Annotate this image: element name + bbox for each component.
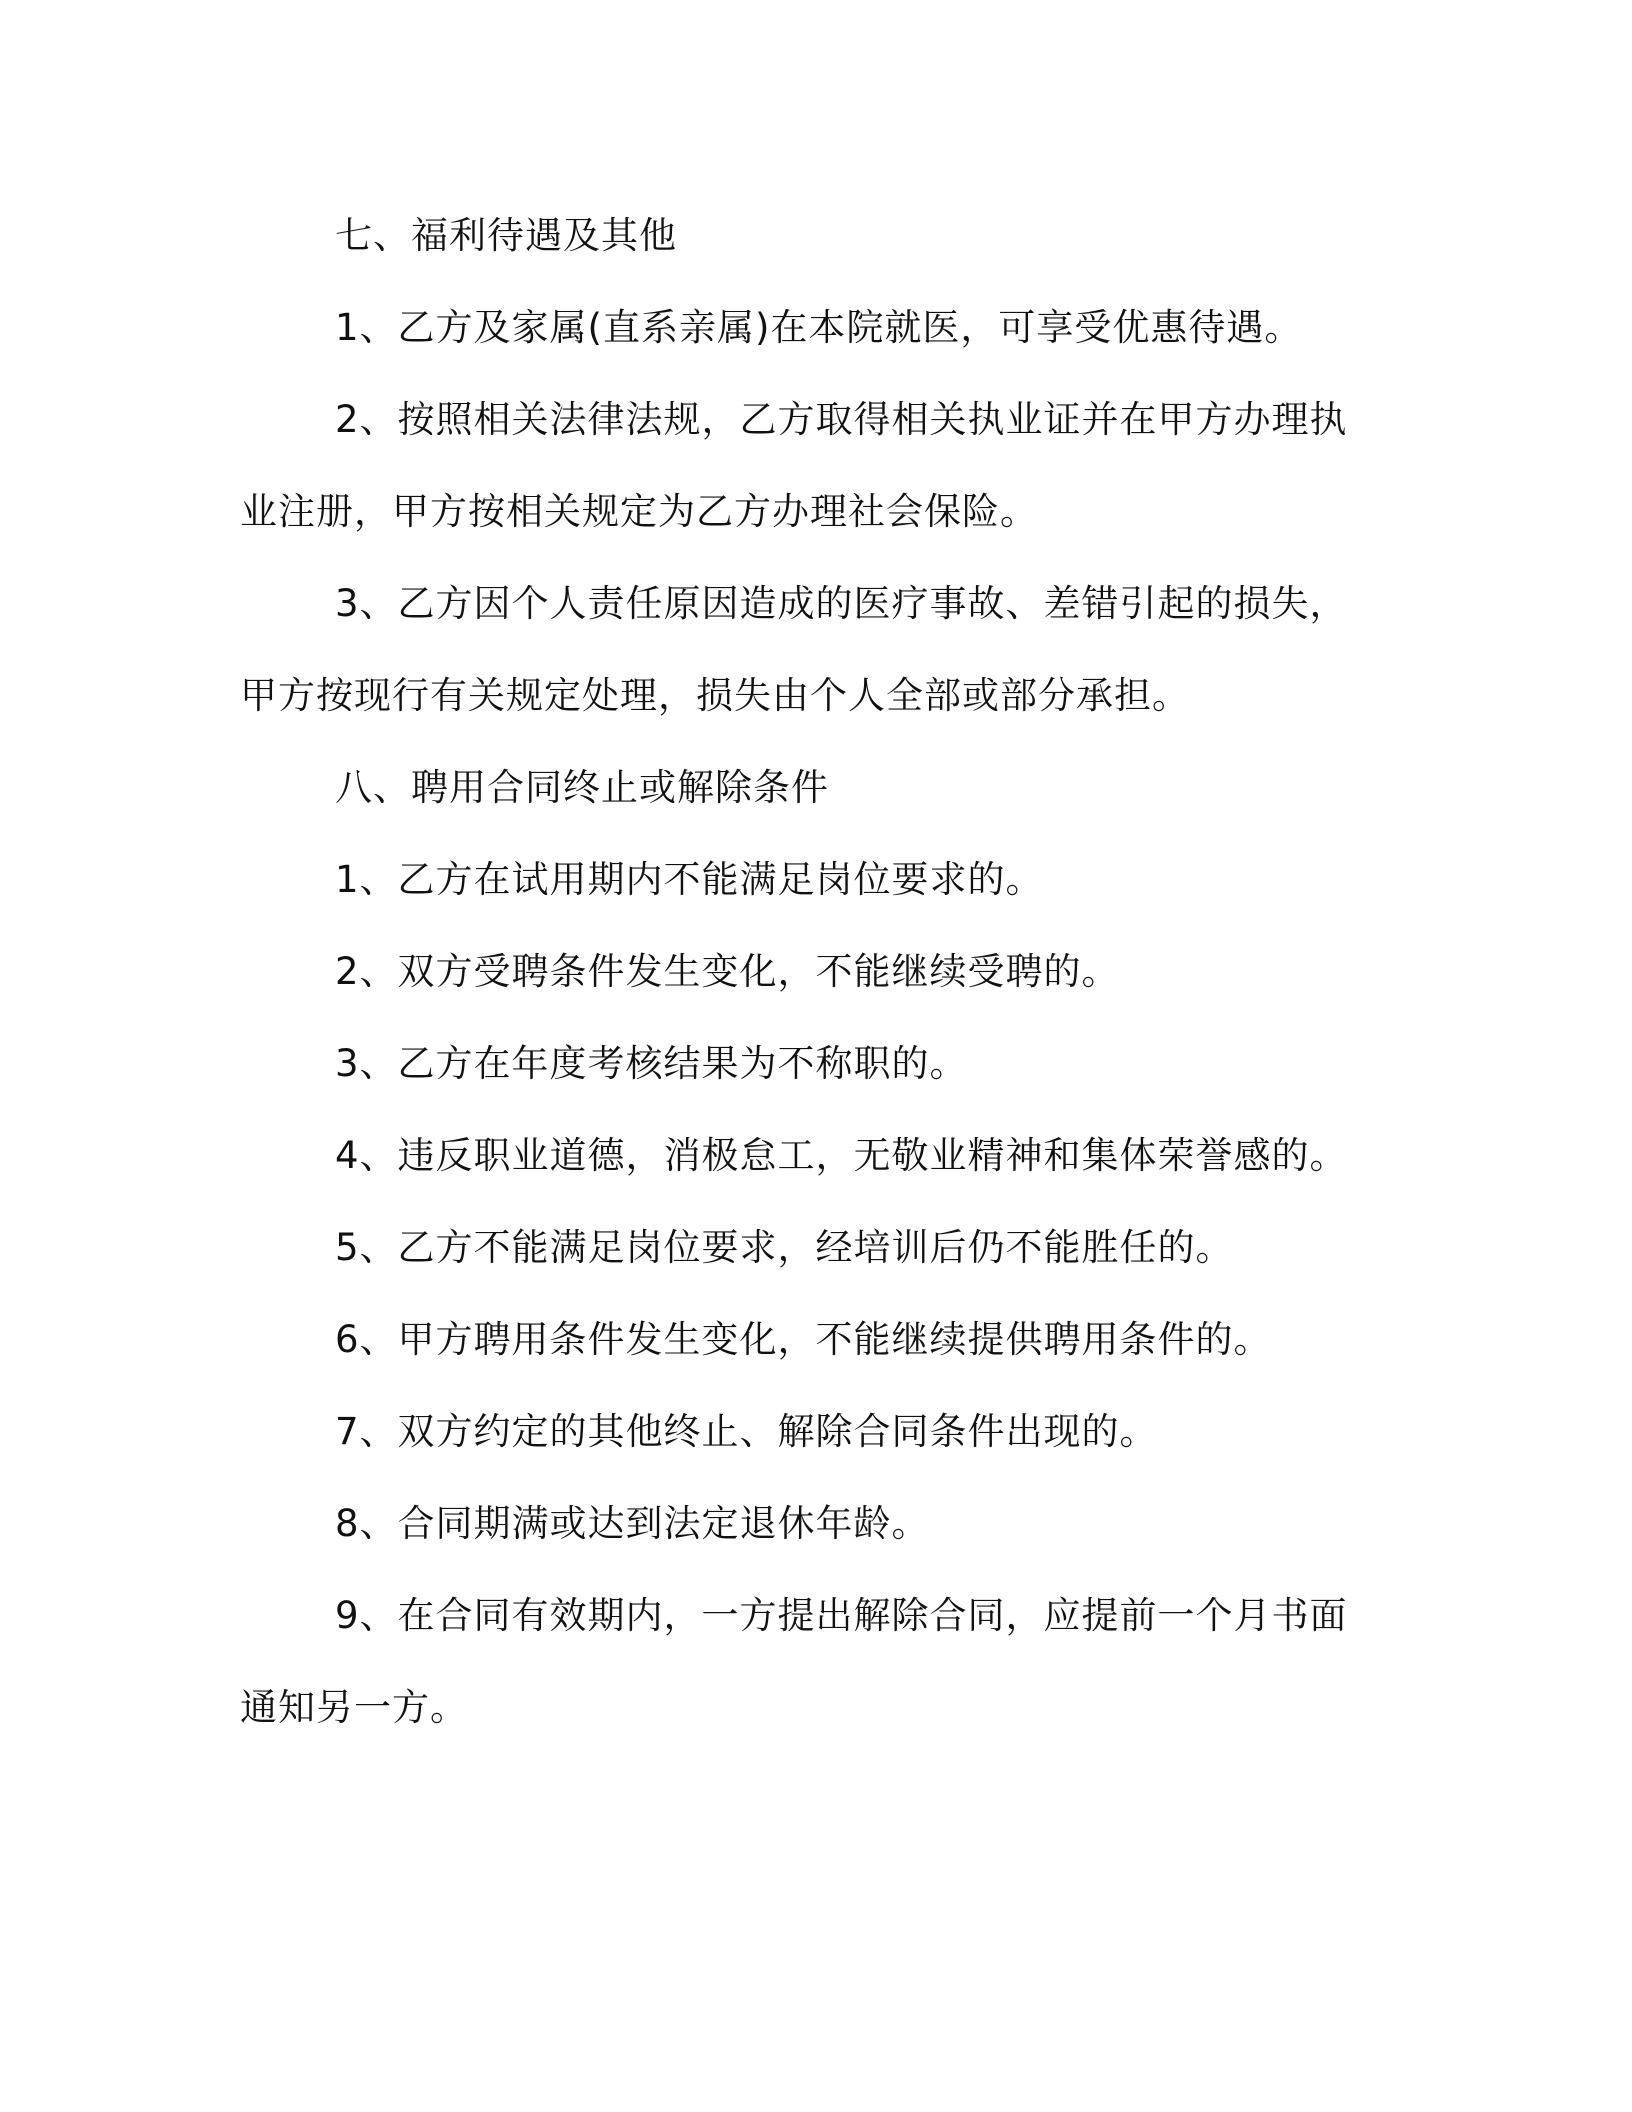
section-heading-termination: 八、聘用合同终止或解除条件 — [335, 766, 829, 809]
clause-8-1: 1、乙方在试用期内不能满足岗位要求的。 — [335, 858, 1044, 901]
clause-8-2: 2、双方受聘条件发生变化，不能继续受聘的。 — [335, 950, 1120, 993]
clause-7-2: 2、按照相关法律法规，乙方取得相关执业证并在甲方办理执业注册，甲方按相关规定为乙方办理社会保险。 — [240, 398, 1348, 533]
clause-8-5: 5、乙方不能满足岗位要求，经培训后仍不能胜任的。 — [335, 1226, 1234, 1269]
clause-8-3: 3、乙方在年度考核结果为不称职的。 — [335, 1042, 968, 1085]
clause-8-7: 7、双方约定的其他终止、解除合同条件出现的。 — [335, 1410, 1158, 1453]
clause-8-6: 6、甲方聘用条件发生变化，不能继续提供聘用条件的。 — [335, 1318, 1272, 1361]
clause-8-4: 4、违反职业道德，消极怠工，无敬业精神和集体荣誉感的。 — [335, 1134, 1348, 1177]
clause-8-9: 9、在合同有效期内，一方提出解除合同，应提前一个月书面通知另一方。 — [240, 1594, 1348, 1729]
clause-7-1: 1、乙方及家属(直系亲属)在本院就医，可享受优惠待遇。 — [335, 306, 1303, 349]
document-body — [240, 190, 1370, 1754]
section-heading-welfare: 七、福利待遇及其他 — [335, 214, 677, 257]
clause-7-3: 3、乙方因个人责任原因造成的医疗事故、差错引起的损失，甲方按现行有关规定处理，损失由个人全部或部分承担。 — [240, 582, 1348, 717]
clause-8-8: 8、合同期满或达到法定退休年龄。 — [335, 1502, 930, 1545]
